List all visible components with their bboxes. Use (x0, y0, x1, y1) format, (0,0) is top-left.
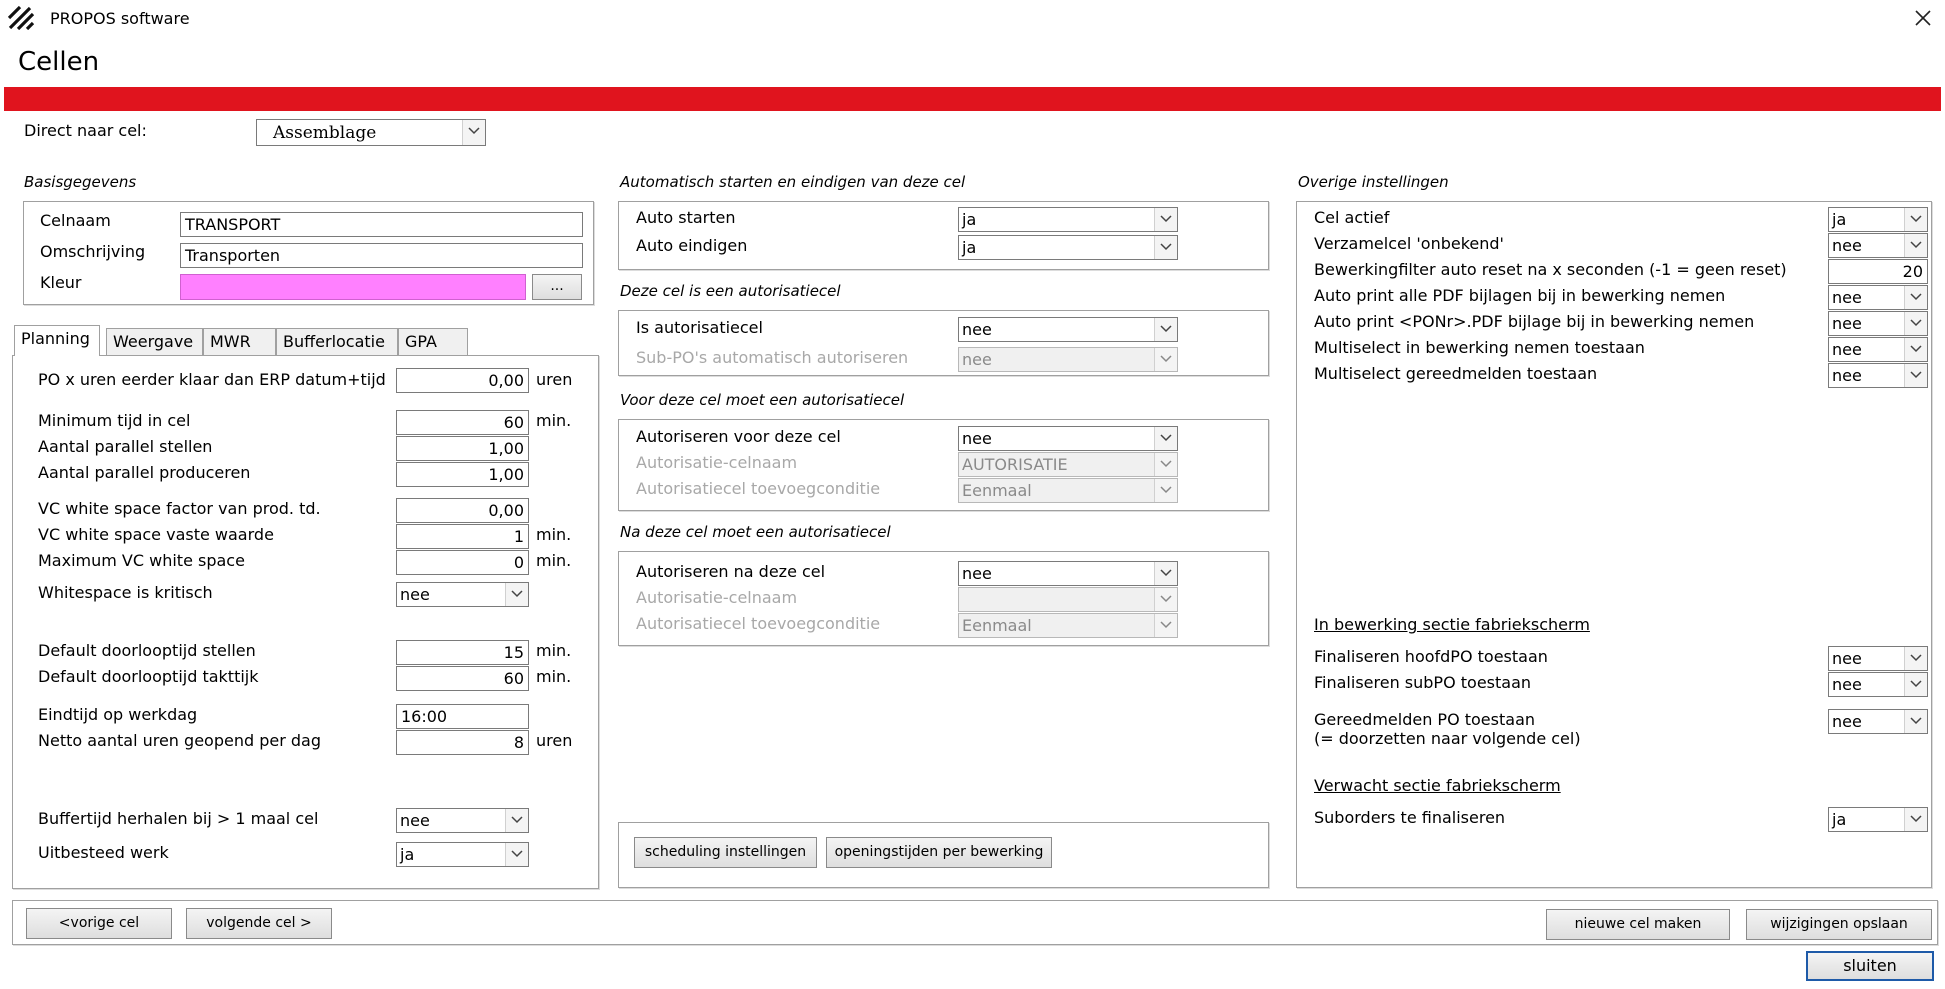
dl-stellen-input[interactable]: 15 (396, 640, 529, 665)
auto-starten-select[interactable]: ja (958, 207, 1178, 232)
voor-cond-label: Autorisatiecel toevoegconditie (636, 479, 881, 498)
netto-input[interactable]: 8 (396, 730, 529, 755)
na-celnaam-select[interactable] (958, 587, 1178, 612)
par-prod-input[interactable]: 1,00 (396, 462, 529, 487)
min-tijd-unit: min. (536, 411, 572, 430)
gereed-select[interactable]: nee (1828, 709, 1928, 734)
dl-stellen-unit: min. (536, 641, 572, 660)
tab-gpa[interactable]: GPA (398, 328, 468, 356)
po-unit: uren (536, 370, 573, 389)
red-banner (4, 87, 1941, 111)
vc-vast-label: VC white space vaste waarde (38, 525, 274, 544)
vc-factor-input[interactable]: 0,00 (396, 498, 529, 523)
voor-title: Voor deze cel moet een autorisatiecel (620, 391, 905, 409)
app-logo-icon (8, 6, 34, 30)
po-label: PO x uren eerder klaar dan ERP datum+tijd (38, 370, 386, 389)
na-celnaam-label: Autorisatie-celnaam (636, 588, 798, 607)
ws-kritisch-label: Whitespace is kritisch (38, 583, 213, 602)
sub-po-label: Sub-PO's automatisch autoriseren (636, 348, 909, 367)
fin-sub-label: Finaliseren subPO toestaan (1314, 673, 1532, 692)
vc-vast-unit: min. (536, 525, 572, 544)
is-autcel-label: Is autorisatiecel (636, 318, 763, 337)
autcel-title: Deze cel is een autorisatiecel (620, 282, 841, 300)
suborders-select[interactable]: ja (1828, 807, 1928, 832)
na-cond-label: Autorisatiecel toevoegconditie (636, 614, 881, 633)
gereed-label: Gereedmelden PO toestaan (1314, 710, 1536, 729)
auto-eindigen-label: Auto eindigen (636, 236, 748, 255)
tab-mwr[interactable]: MWR (203, 328, 276, 356)
voor-cond-select[interactable]: Eenmaal (958, 478, 1178, 503)
dl-takt-label: Default doorlooptijd takttijk (38, 667, 259, 686)
vc-vast-input[interactable]: 1 (396, 524, 529, 549)
tab-planning[interactable]: Planning (14, 325, 100, 356)
netto-unit: uren (536, 731, 573, 750)
celnaam-input[interactable]: TRANSPORT (180, 212, 583, 237)
cel-actief-label: Cel actief (1314, 208, 1390, 227)
ms-gereed-select[interactable]: nee (1828, 363, 1928, 388)
fin-sub-select[interactable]: nee (1828, 672, 1928, 697)
min-tijd-input[interactable]: 60 (396, 410, 529, 435)
fin-hoofd-select[interactable]: nee (1828, 646, 1928, 671)
auto-eindigen-select[interactable]: ja (958, 235, 1178, 260)
max-vc-input[interactable]: 0 (396, 550, 529, 575)
eindtijd-input[interactable]: 16:00 (396, 704, 529, 729)
buffer-label: Buffertijd herhalen bij > 1 maal cel (38, 809, 319, 828)
ms-gereed-label: Multiselect gereedmelden toestaan (1314, 364, 1598, 383)
voor-aut-select[interactable]: nee (958, 426, 1178, 451)
scheduling-button[interactable]: scheduling instellingen (634, 837, 817, 868)
na-title: Na deze cel moet een autorisatiecel (620, 523, 891, 541)
vc-factor-label: VC white space factor van prod. td. (38, 499, 321, 518)
filter-reset-input[interactable]: 20 (1828, 259, 1928, 284)
pdf-all-select[interactable]: nee (1828, 285, 1928, 310)
na-cond-select[interactable]: Eenmaal (958, 613, 1178, 638)
ms-bewerking-label: Multiselect in bewerking nemen toestaan (1314, 338, 1645, 357)
voor-aut-label: Autoriseren voor deze cel (636, 427, 841, 446)
auto-starten-label: Auto starten (636, 208, 736, 227)
kleur-picker-button[interactable]: ... (532, 274, 582, 300)
openingstijden-button[interactable]: openingstijden per bewerking (826, 837, 1052, 868)
direct-label: Direct naar cel: (24, 121, 147, 140)
auto-title: Automatisch starten en eindigen van deze cel (620, 173, 966, 191)
na-aut-select[interactable]: nee (958, 561, 1178, 586)
tab-weergave[interactable]: Weergave (106, 328, 203, 356)
verzamelcel-label: Verzamelcel 'onbekend' (1314, 234, 1504, 253)
verzamelcel-select[interactable]: nee (1828, 233, 1928, 258)
page-title: Cellen (18, 47, 100, 77)
kleur-swatch[interactable] (180, 274, 526, 300)
suborders-label: Suborders te finaliseren (1314, 808, 1506, 827)
nieuwe-cel-button[interactable]: nieuwe cel maken (1546, 909, 1730, 940)
omschrijving-label: Omschrijving (40, 242, 146, 261)
par-stellen-label: Aantal parallel stellen (38, 437, 213, 456)
omschrijving-input[interactable]: Transporten (180, 243, 583, 268)
voor-celnaam-label: Autorisatie-celnaam (636, 453, 798, 472)
vorige-cel-button[interactable]: <vorige cel (26, 908, 172, 939)
pdf-ponr-label: Auto print <PONr>.PDF bijlage bij in bewerking nemen (1314, 312, 1755, 331)
pdf-all-label: Auto print alle PDF bijlagen bij in bewerking nemen (1314, 286, 1726, 305)
eindtijd-label: Eindtijd op werkdag (38, 705, 198, 724)
par-prod-label: Aantal parallel produceren (38, 463, 251, 482)
na-aut-label: Autoriseren na deze cel (636, 562, 826, 581)
basis-title: Basisgegevens (24, 173, 137, 191)
direct-select[interactable]: Assemblage (256, 119, 486, 146)
max-vc-unit: min. (536, 551, 572, 570)
filter-reset-label: Bewerkingfilter auto reset na x seconden (-1 = geen reset) (1314, 260, 1787, 279)
min-tijd-label: Minimum tijd in cel (38, 411, 191, 430)
close-icon[interactable] (1914, 9, 1932, 27)
app-name: PROPOS software (50, 9, 190, 28)
fin-hoofd-label: Finaliseren hoofdPO toestaan (1314, 647, 1548, 666)
volgende-cel-button[interactable]: volgende cel > (186, 908, 332, 939)
voor-celnaam-select[interactable]: AUTORISATIE (958, 452, 1178, 477)
netto-label: Netto aantal uren geopend per dag (38, 731, 321, 750)
gereed-label-sub: (= doorzetten naar volgende cel) (1314, 729, 1581, 748)
dl-takt-unit: min. (536, 667, 572, 686)
cel-actief-select[interactable]: ja (1828, 207, 1928, 232)
sub-po-select[interactable]: nee (958, 347, 1178, 372)
is-autcel-select[interactable]: nee (958, 317, 1178, 342)
max-vc-label: Maximum VC white space (38, 551, 245, 570)
verwacht-title: Verwacht sectie fabriekscherm (1314, 776, 1561, 795)
pdf-ponr-select[interactable]: nee (1828, 311, 1928, 336)
celnaam-label: Celnaam (40, 211, 111, 230)
dl-stellen-label: Default doorlooptijd stellen (38, 641, 256, 660)
tab-bufferlocatie[interactable]: Bufferlocatie (276, 328, 398, 356)
overige-title: Overige instellingen (1298, 173, 1449, 191)
uitbesteed-select[interactable]: ja (396, 842, 529, 867)
po-input[interactable]: 0,00 (396, 368, 529, 393)
opslaan-button[interactable]: wijzigingen opslaan (1746, 909, 1932, 940)
uitbesteed-label: Uitbesteed werk (38, 843, 169, 862)
sluiten-button[interactable]: sluiten (1806, 951, 1934, 981)
inbewerking-title: In bewerking sectie fabriekscherm (1314, 615, 1590, 634)
kleur-label: Kleur (40, 273, 82, 292)
dl-takt-input[interactable]: 60 (396, 666, 529, 691)
buffer-select[interactable]: nee (396, 808, 529, 833)
ws-kritisch-select[interactable]: nee (396, 582, 529, 607)
ms-bewerking-select[interactable]: nee (1828, 337, 1928, 362)
par-stellen-input[interactable]: 1,00 (396, 436, 529, 461)
